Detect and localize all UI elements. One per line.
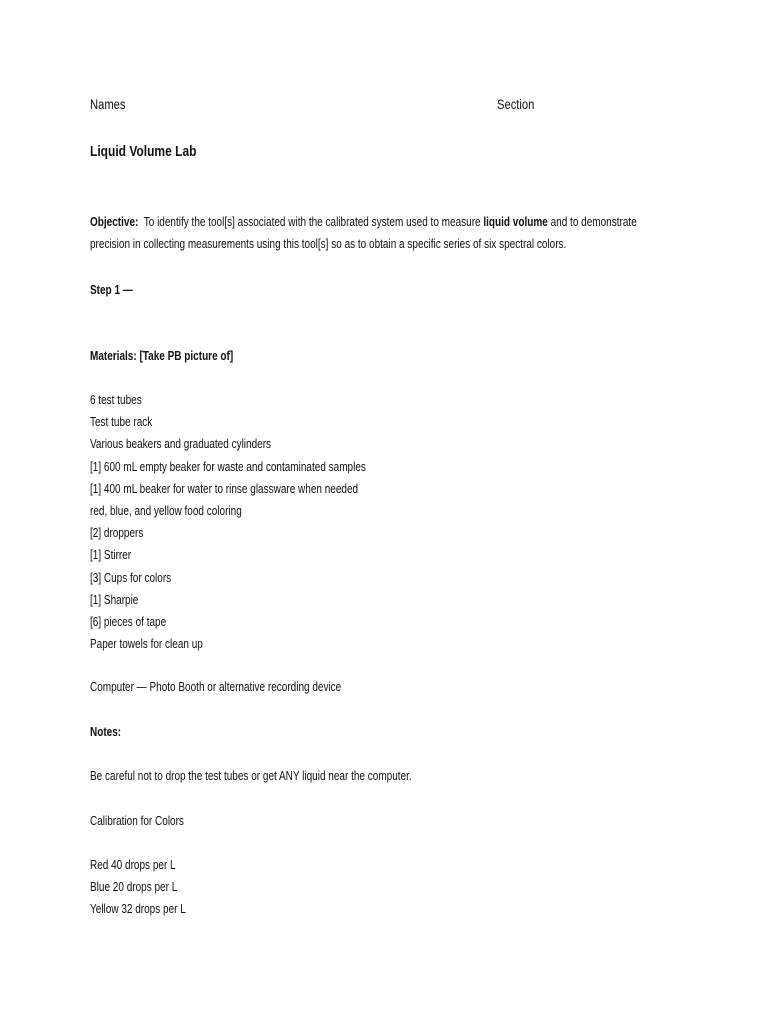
list-item: Blue 20 drops per L bbox=[90, 880, 178, 895]
objective-emphasis: liquid volume bbox=[483, 215, 548, 229]
list-item: Paper towels for clean up bbox=[90, 637, 203, 652]
materials-heading: Materials: [Take PB picture of] bbox=[90, 349, 234, 363]
list-item: Red 40 drops per L bbox=[90, 858, 176, 872]
objective-line-1 bbox=[90, 211, 637, 233]
page-title: Liquid Volume Lab bbox=[90, 143, 197, 160]
computer-line: Computer — Photo Booth or alternative recording device bbox=[90, 680, 342, 694]
list-item: [1] Stirrer bbox=[90, 548, 132, 563]
notes-heading: Notes: bbox=[90, 725, 122, 739]
materials-list bbox=[90, 389, 435, 655]
list-item: [6] pieces of tape bbox=[90, 615, 167, 630]
list-item: [2] droppers bbox=[90, 526, 144, 541]
objective-colon: : bbox=[135, 215, 139, 229]
section-label: Section bbox=[497, 96, 535, 112]
list-item: [1] 600 mL empty beaker for waste and contaminated samples bbox=[90, 459, 366, 474]
calibration-list bbox=[90, 854, 210, 921]
step-1-label: Step 1 — bbox=[90, 283, 133, 297]
names-label: Names bbox=[90, 96, 126, 112]
list-item: Yellow 32 drops per L bbox=[90, 902, 186, 917]
list-item: Test tube rack bbox=[90, 415, 153, 430]
objective-text-after: and to demonstrate bbox=[547, 215, 637, 229]
list-item: [1] Sharpie bbox=[90, 592, 139, 607]
list-item: 6 test tubes bbox=[90, 393, 142, 407]
notes-warning: Be careful not to drop the test tubes or get ANY liquid near the computer. bbox=[90, 769, 412, 783]
objective-text-before: To identify the tool[s] associated with the calibrated system used to measure bbox=[138, 215, 484, 229]
objective-label: Objective bbox=[90, 215, 136, 229]
objective-line-2: precision in collecting measurements using this tool[s] so as to obtain a specific series of six spectral colors. bbox=[90, 237, 567, 251]
list-item: [1] 400 mL beaker for water to rinse glassware when needed bbox=[90, 481, 359, 496]
list-item: red, blue, and yellow food coloring bbox=[90, 504, 242, 519]
list-item: [3] Cups for colors bbox=[90, 570, 172, 585]
calibration-heading: Calibration for Colors bbox=[90, 814, 184, 828]
list-item: Various beakers and graduated cylinders bbox=[90, 437, 272, 452]
